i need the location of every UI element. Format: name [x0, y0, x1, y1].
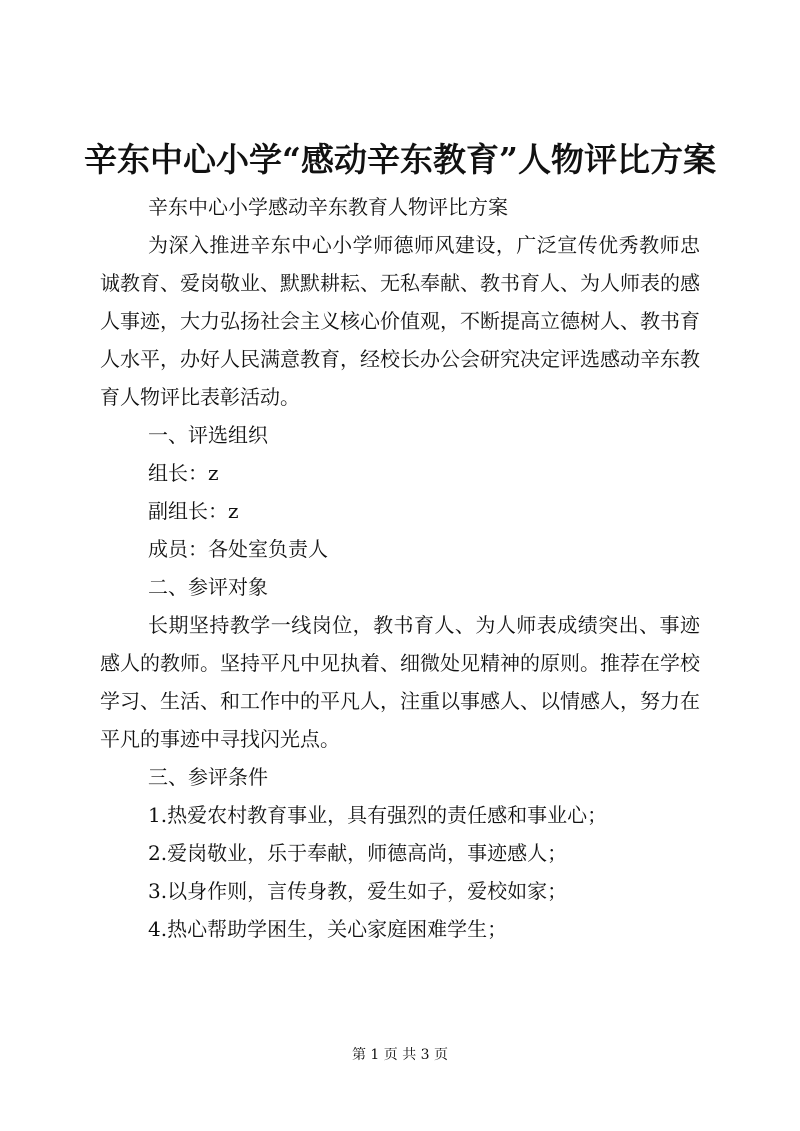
condition-item: 1.热爱农村教育事业，具有强烈的责任感和事业心；	[148, 803, 608, 827]
section3-heading: 三、参评条件	[148, 765, 268, 789]
leader-line: 组长：z	[148, 461, 219, 485]
section2-paragraph: 长期坚持教学一线岗位，教书育人、为人师表成绩突出、事迹感人的教师。坚持平凡中见执着、细微处见精神的原则。推荐在学校学习、生活、和工作中的平凡人，注重以事感人、以情感人，努力在平凡的事迹中寻找闪光点。	[100, 613, 700, 751]
condition-item: 4.热心帮助学困生，关心家庭困难学生；	[148, 917, 508, 941]
deputy-leader-line: 副组长：z	[148, 499, 239, 523]
document-title: 辛东中心小学“感动辛东教育”人物评比方案	[84, 140, 716, 179]
condition-item: 3.以身作则，言传身教，爱生如子，爱校如家；	[148, 879, 568, 903]
condition-item: 2.爱岗敬业，乐于奉献，师德高尚，事迹感人；	[148, 841, 568, 865]
document-body	[100, 188, 700, 948]
page-footer: 第 1 页 共 3 页	[351, 1047, 449, 1063]
document-subtitle: 辛东中心小学感动辛东教育人物评比方案	[148, 195, 508, 219]
members-line: 成员：各处室负责人	[148, 537, 328, 561]
section1-heading: 一、评选组织	[148, 423, 268, 447]
intro-paragraph: 为深入推进辛东中心小学师德师风建设，广泛宣传优秀教师忠诚教育、爱岗敬业、默默耕耘、无私奉献、教书育人、为人师表的感人事迹，大力弘扬社会主义核心价值观，不断提高立德树人、教书育人水平，办好人民满意教育，经校长办公会研究决定评选感动辛东教育人物评比表彰活动。	[100, 233, 700, 409]
section2-heading: 二、参评对象	[148, 575, 268, 599]
